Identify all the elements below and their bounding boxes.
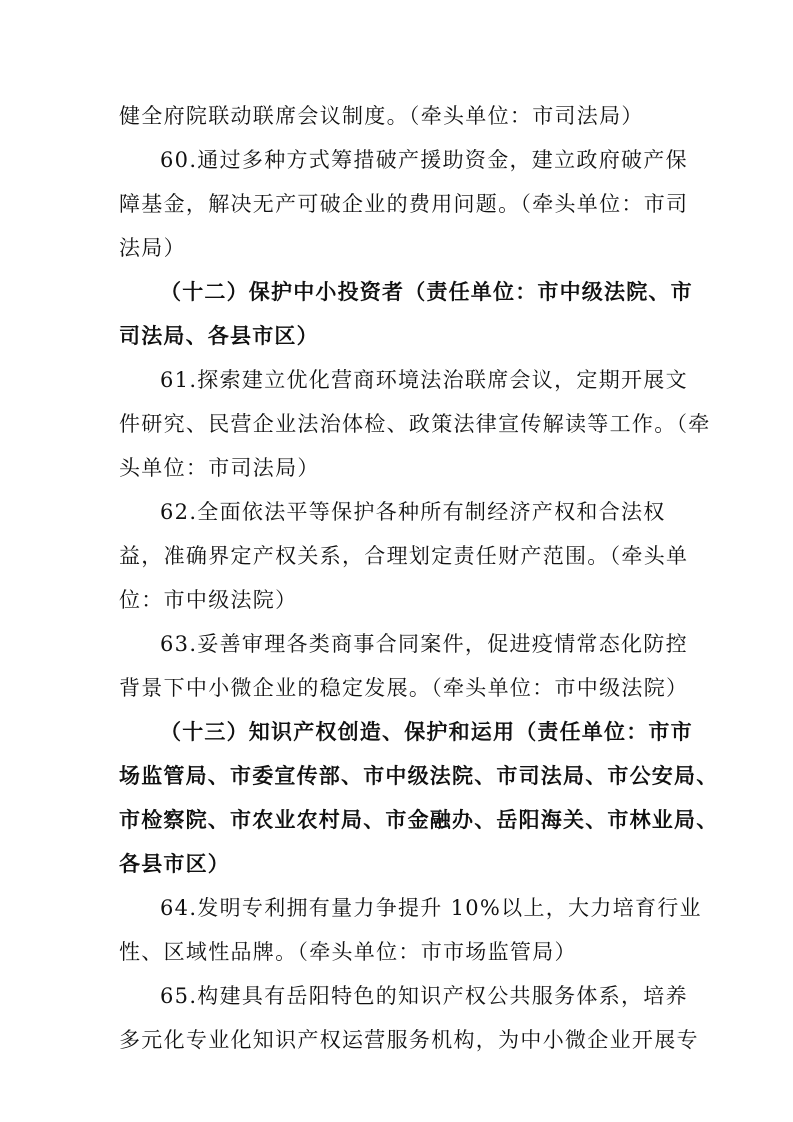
section-heading-13-cont: 各县市区） — [119, 852, 230, 876]
text-line: 益，准确界定产权关系，合理划定责任财产范围。（牵头单 — [119, 544, 689, 568]
text-line: 头单位：市司法局） — [119, 456, 320, 480]
item-60-line: 60.通过多种方式筹措破产援助资金，建立政府破产保 — [160, 148, 688, 172]
item-62-line: 62.全面依法平等保护各种所有制经济产权和合法权 — [160, 500, 666, 524]
text-line: 件研究、民营企业法治体检、政策法律宣传解读等工作。（牵 — [119, 412, 711, 436]
section-heading-13: （十三）知识产权创造、保护和运用（责任单位：市市 — [160, 720, 693, 744]
item-65-line: 65.构建具有岳阳特色的知识产权公共服务体系，培养 — [160, 984, 688, 1008]
text-line: 障基金，解决无产可破企业的费用问题。（牵头单位：市司 — [119, 192, 689, 216]
text-line: 健全府院联动联席会议制度。（牵头单位：市司法局） — [119, 104, 644, 128]
text-line: 背景下中小微企业的稳定发展。（牵头单位：市中级法院） — [119, 676, 689, 700]
item-63-line: 63.妥善审理各类商事合同案件，促进疫情常态化防控 — [160, 632, 688, 656]
text-line: 多元化专业化知识产权运营服务机构，为中小微企业开展专 — [119, 1028, 699, 1052]
text-line: 位：市中级法院） — [119, 588, 298, 612]
section-heading-13-cont: 场监管局、市委宣传部、市中级法院、市司法局、市公安局、 — [119, 764, 719, 788]
text-line: 性、区域性品牌。（牵头单位：市市场监管局） — [119, 940, 577, 964]
item-64-line: 64.发明专利拥有量力争提升 10%以上，大力培育行业 — [160, 896, 702, 920]
section-heading-12: （十二）保护中小投资者（责任单位：市中级法院、市 — [160, 280, 693, 304]
text-line: 法局） — [119, 236, 186, 260]
section-heading-13-cont: 市检察院、市农业农村局、市金融办、岳阳海关、市林业局、 — [119, 808, 719, 832]
item-61-line: 61.探索建立优化营商环境法治联席会议，定期开展文 — [160, 368, 688, 392]
section-heading-12-cont: 司法局、各县市区） — [119, 324, 319, 348]
